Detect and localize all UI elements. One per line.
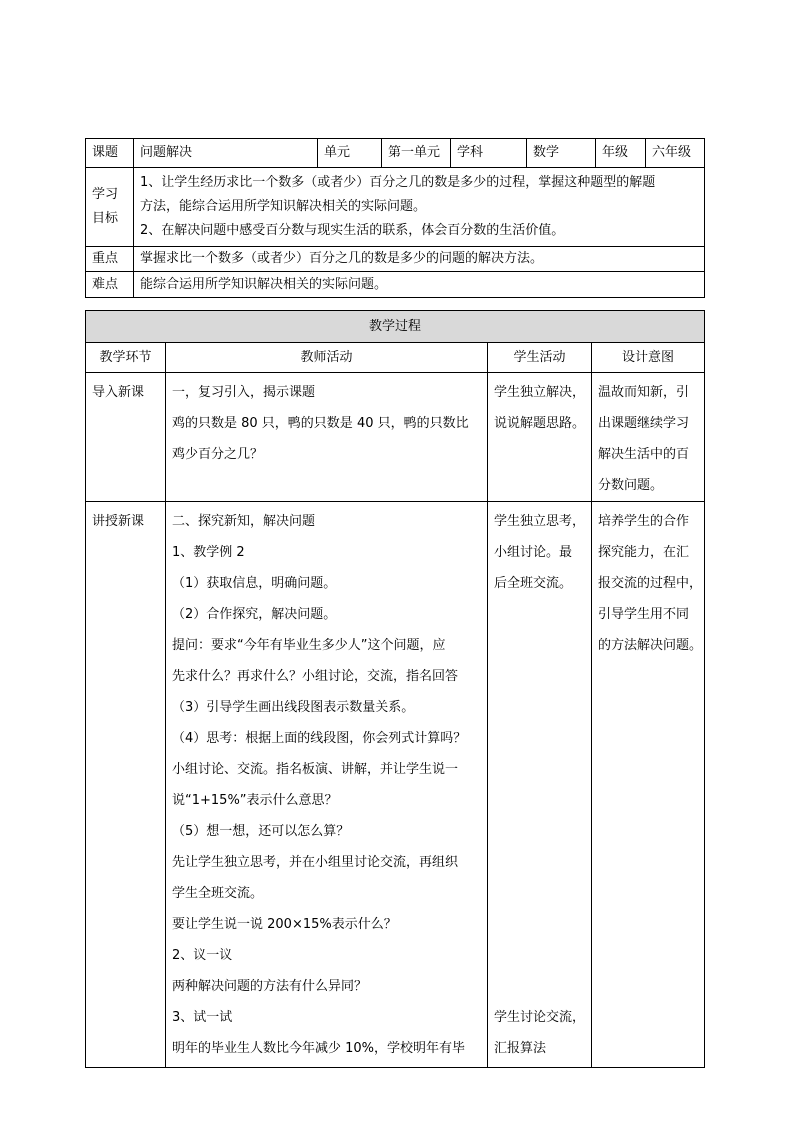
header-stage: 教学环节	[86, 343, 166, 373]
topic-value: 问题解决	[134, 139, 318, 168]
teacher-activity-new-lesson: 二、探究新知，解决问题 1、教学例 2 （1）获取信息，明确问题。 （2）合作探究，解决问题。 提问：要求“今年有毕业生多少人”这个问题，应 先求什么？再求什么？小组讨论，交流，指名回答 （3）引导学生画出线段图表示数量关系。 （4）思考：根据上面的线段图，你会列式计算吗？ 小组讨论、交流。指名板演、讲解，并让学生说一 说“1+15%”表示什么意思？ （5）想一想，还可以怎么算？ 先让学生独立思考，并在小组里讨论交流，再组织 学生全班交流。 要让学生说一说 200×15%表示什么？ 2、议一议 两种解决问题的方法有什么异同？ 3、试一试 明年的毕业生人数比今年减少 10%，学校明年有毕	[166, 502, 488, 1068]
unit-label: 单元	[318, 139, 382, 168]
subject-value: 数学	[527, 139, 596, 168]
goals-text: 1、让学生经历求比一个数多（或者少）百分之几的数是多少的过程，掌握这种题型的解题 方法，能综合运用所学知识解决相关的实际问题。 2、在解决问题中感受百分数与现实生活的联系，体会百分数的生活价值。	[134, 168, 705, 247]
difficulty-label: 难点	[86, 272, 134, 298]
table-row	[86, 502, 705, 1068]
table-row	[86, 373, 705, 502]
student-activity-intro: 学生独立解决， 说说解题思路。	[488, 373, 592, 502]
process-title: 教学过程	[86, 311, 705, 343]
grade-label: 年级	[596, 139, 646, 168]
header-student: 学生活动	[488, 343, 592, 373]
goals-label: 学习 目标	[86, 168, 134, 247]
student-activity-new-lesson: 学生独立思考， 小组讨论。最 后全班交流。 学生讨论交流， 汇报算法	[488, 502, 592, 1068]
key-point-text: 掌握求比一个数多（或者少）百分之几的数是多少的问题的解决方法。	[134, 247, 705, 272]
key-point-label: 重点	[86, 247, 134, 272]
design-intent-new-lesson: 培养学生的合作 探究能力，在汇 报交流的过程中， 引导学生用不同 的方法解决问题。	[592, 502, 705, 1068]
stage-intro: 导入新课	[86, 373, 166, 502]
design-intent-intro: 温故而知新，引 出课题继续学习 解决生活中的百 分数问题。	[592, 373, 705, 502]
topic-label: 课题	[86, 139, 134, 168]
teaching-process-table	[85, 310, 705, 1068]
grade-value: 六年级	[646, 139, 705, 168]
subject-label: 学科	[451, 139, 527, 168]
difficulty-text: 能综合运用所学知识解决相关的实际问题。	[134, 272, 705, 298]
unit-value: 第一单元	[382, 139, 451, 168]
teacher-activity-intro: 一，复习引入，揭示课题 鸡的只数是 80 只，鸭的只数是 40 只，鸭的只数比 鸡少百分之几？	[166, 373, 488, 502]
header-intent: 设计意图	[592, 343, 705, 373]
stage-new-lesson: 讲授新课	[86, 502, 166, 1068]
header-teacher: 教师活动	[166, 343, 488, 373]
lesson-info-table	[85, 138, 705, 298]
